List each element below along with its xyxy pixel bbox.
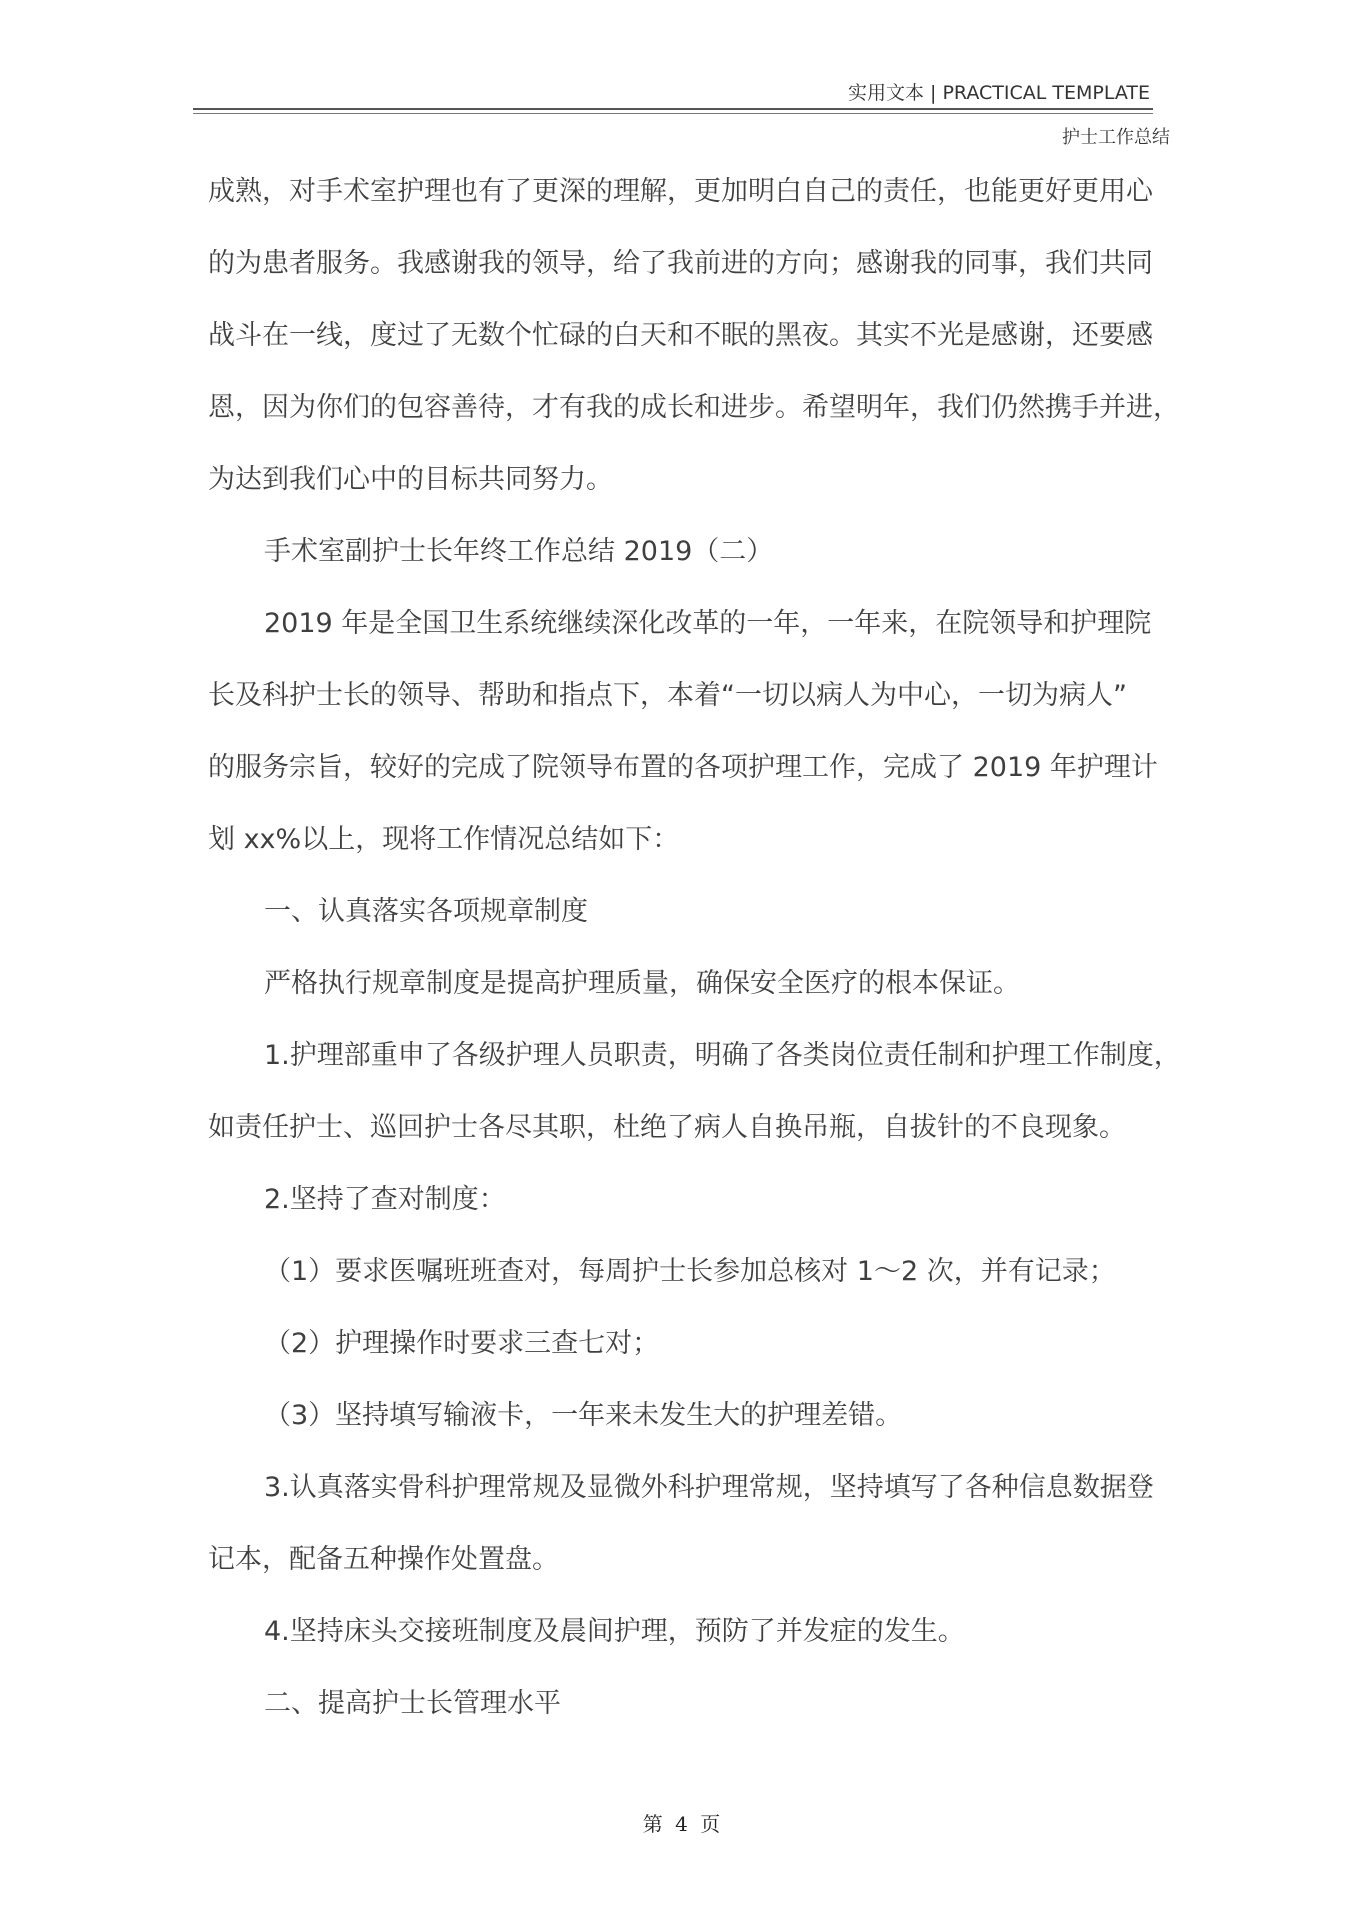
text-line: 恩，因为你们的包容善待，才有我的成长和进步。希望明年，我们仍然携手并进， [208,392,1180,423]
text-line: 的为患者服务。我感谢我的领导，给了我前进的方向；感谢我的同事，我们共同 [208,248,1153,279]
text-line: 手术室副护士长年终工作总结 2019（二） [264,536,774,567]
text-line: 严格执行规章制度是提高护理质量，确保安全医疗的根本保证。 [264,968,1020,999]
text-line: （1）要求医嘱班班查对，每周护士长参加总核对 1～2 次，并有记录； [264,1256,1116,1287]
text-line: 为达到我们心中的目标共同努力。 [208,464,613,495]
text-line: 的服务宗旨，较好的完成了院领导布置的各项护理工作，完成了 2019 年护理计 [208,752,1158,783]
page-number: 第 4 页 [642,1812,721,1836]
header-divider-thick [193,108,1153,110]
text-line: 如责任护士、巡回护士各尽其职，杜绝了病人自换吊瓶，自拔针的不良现象。 [208,1112,1126,1143]
text-line: 划 xx%以上，现将工作情况总结如下： [208,824,680,855]
document-body [208,156,1181,1740]
text-line: （2）护理操作时要求三查七对； [264,1328,660,1359]
text-line: （3）坚持填写输液卡，一年来未发生大的护理差错。 [264,1400,903,1431]
text-line: 成熟，对手术室护理也有了更深的理解，更加明白自己的责任，也能更好更用心 [208,176,1153,207]
header-divider-thin [193,113,1153,114]
text-line: 战斗在一线，度过了无数个忙碌的白天和不眠的黑夜。其实不光是感谢，还要感 [208,320,1153,351]
text-line: 2019 年是全国卫生系统继续深化改革的一年，一年来，在院领导和护理院 [264,608,1152,639]
text-line: 记本，配备五种操作处置盘。 [208,1544,559,1575]
text-line: 长及科护士长的领导、帮助和指点下，本着“一切以病人为中心，一切为病人” [208,680,1127,711]
text-line: 2.坚持了查对制度： [264,1184,506,1215]
text-line: 1.护理部重申了各级护理人员职责，明确了各类岗位责任制和护理工作制度， [264,1040,1181,1071]
header-subtitle: 护士工作总结 [1062,127,1170,148]
text-line: 二、提高护士长管理水平 [264,1688,561,1719]
header-title: 实用文本 | PRACTICAL TEMPLATE [847,82,1150,104]
text-line: 4.坚持床头交接班制度及晨间护理，预防了并发症的发生。 [264,1616,965,1647]
text-line: 一、认真落实各项规章制度 [264,896,588,927]
text-line: 3.认真落实骨科护理常规及显微外科护理常规，坚持填写了各种信息数据登 [264,1472,1154,1503]
